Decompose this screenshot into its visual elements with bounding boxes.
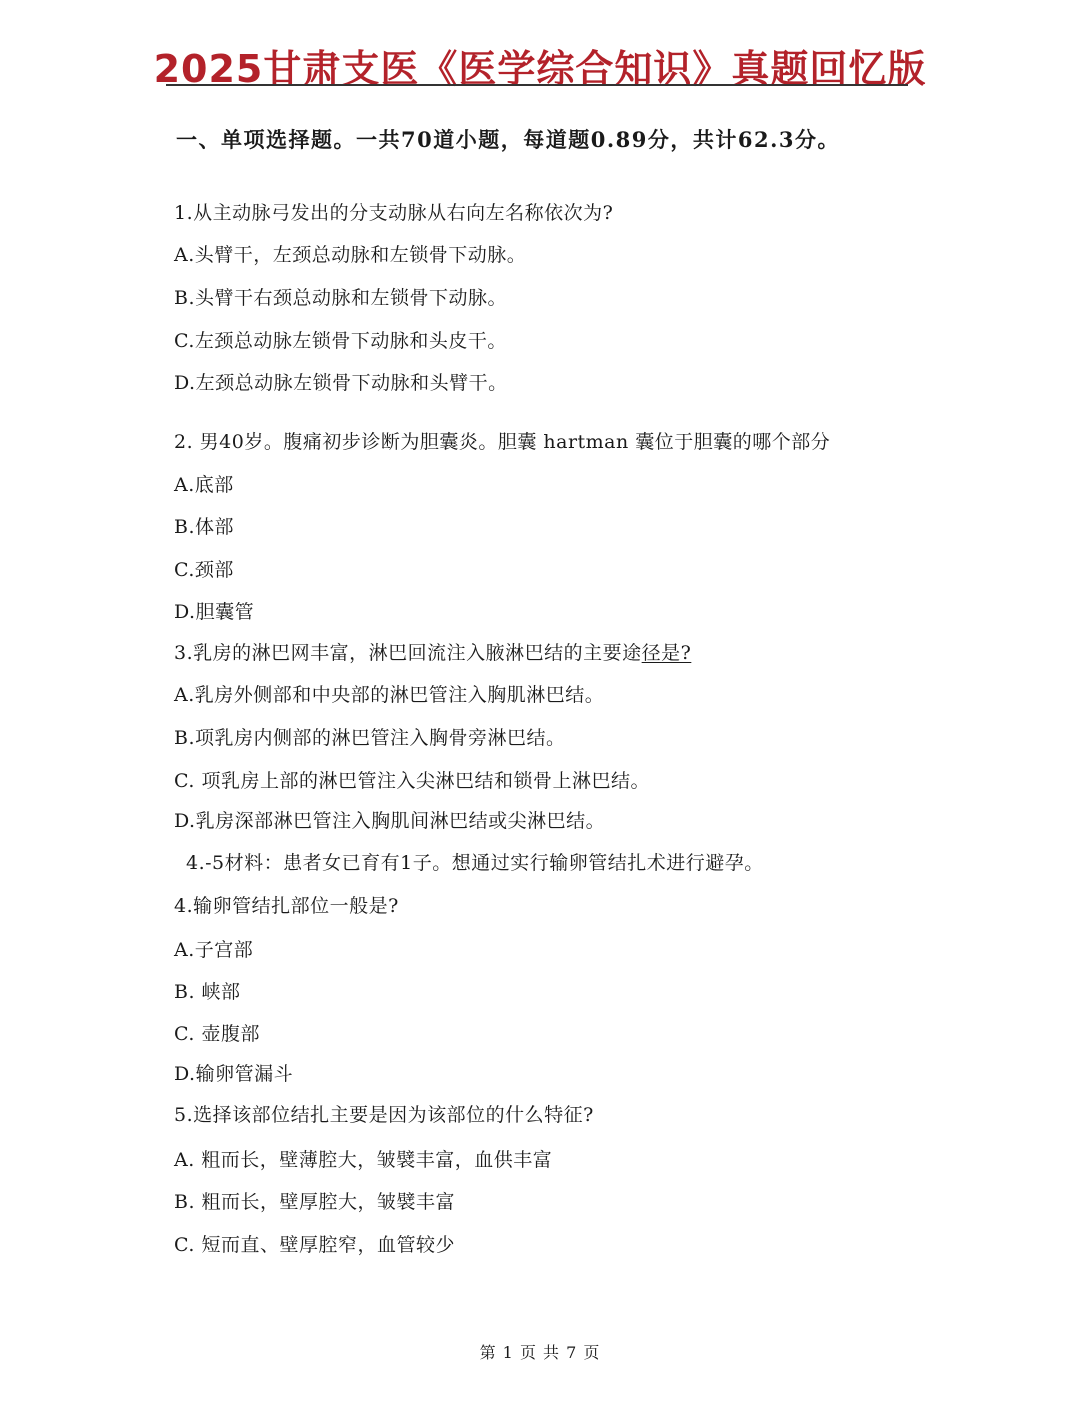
material-4-5: 4.-5材料：患者女已育有1子。想通过实行输卵管结扎术进行避孕。 xyxy=(186,852,764,874)
question-3-option-c: C. 项乳房上部的淋巴管注入尖淋巴结和锁骨上淋巴结。 xyxy=(174,770,650,792)
question-2-option-a: A.底部 xyxy=(174,474,234,496)
question-4-stem: 4.输卵管结扎部位一般是? xyxy=(174,895,399,917)
question-3-stem-main: 3.乳房的淋巴网丰富，淋巴回流注入腋淋巴结的主要途 xyxy=(174,642,642,664)
question-2-option-d: D.胆囊管 xyxy=(174,601,255,623)
question-1-option-c: C.左颈总动脉左锁骨下动脉和头皮干。 xyxy=(174,330,507,352)
title-underline xyxy=(166,84,908,86)
question-2-option-c: C.颈部 xyxy=(174,559,234,581)
section-heading: 一、单项选择题。一共70道小题，每道题0.89分，共计62.3分。 xyxy=(176,127,841,152)
question-1-option-d: D.左颈总动脉左锁骨下动脉和头臂干。 xyxy=(174,372,508,394)
question-5-stem: 5.选择该部位结扎主要是因为该部位的什么特征? xyxy=(174,1104,594,1126)
question-3-option-a: A.乳房外侧部和中央部的淋巴管注入胸肌淋巴结。 xyxy=(174,684,605,706)
question-4-option-c: C. 壶腹部 xyxy=(174,1023,260,1045)
question-2-stem: 2. 男40岁。腹痛初步诊断为胆囊炎。胆囊 hartman 囊位于胆囊的哪个部分 xyxy=(174,431,831,453)
question-1-option-a: A.头臂干，左颈总动脉和左锁骨下动脉。 xyxy=(174,244,527,266)
question-3-option-b: B.项乳房内侧部的淋巴管注入胸骨旁淋巴结。 xyxy=(174,727,566,749)
question-4-option-d: D.输卵管漏斗 xyxy=(174,1063,294,1085)
question-4-option-a: A.子宫部 xyxy=(174,939,254,961)
page-footer: 第 1 页 共 7 页 xyxy=(479,1343,601,1362)
document-title: 2025甘肃支医《医学综合知识》真题回忆版 xyxy=(153,47,927,91)
question-4-option-b: B. 峡部 xyxy=(174,981,241,1003)
question-1-stem: 1.从主动脉弓发出的分支动脉从右向左名称依次为? xyxy=(174,202,614,224)
question-3-stem-underlined: 径是? xyxy=(641,642,692,664)
question-5-option-b: B. 粗而长，壁厚腔大，皱襞丰富 xyxy=(174,1191,456,1213)
question-5-option-a: A. 粗而长，壁薄腔大，皱襞丰富，血供丰富 xyxy=(174,1149,553,1171)
question-5-option-c: C. 短而直、壁厚腔窄，血管较少 xyxy=(174,1234,455,1256)
question-1-option-b: B.头臂干右颈总动脉和左锁骨下动脉。 xyxy=(174,287,508,309)
question-3-option-d: D.乳房深部淋巴管注入胸肌间淋巴结或尖淋巴结。 xyxy=(174,810,606,832)
question-2-option-b: B.体部 xyxy=(174,516,235,538)
question-3-stem xyxy=(174,638,691,665)
